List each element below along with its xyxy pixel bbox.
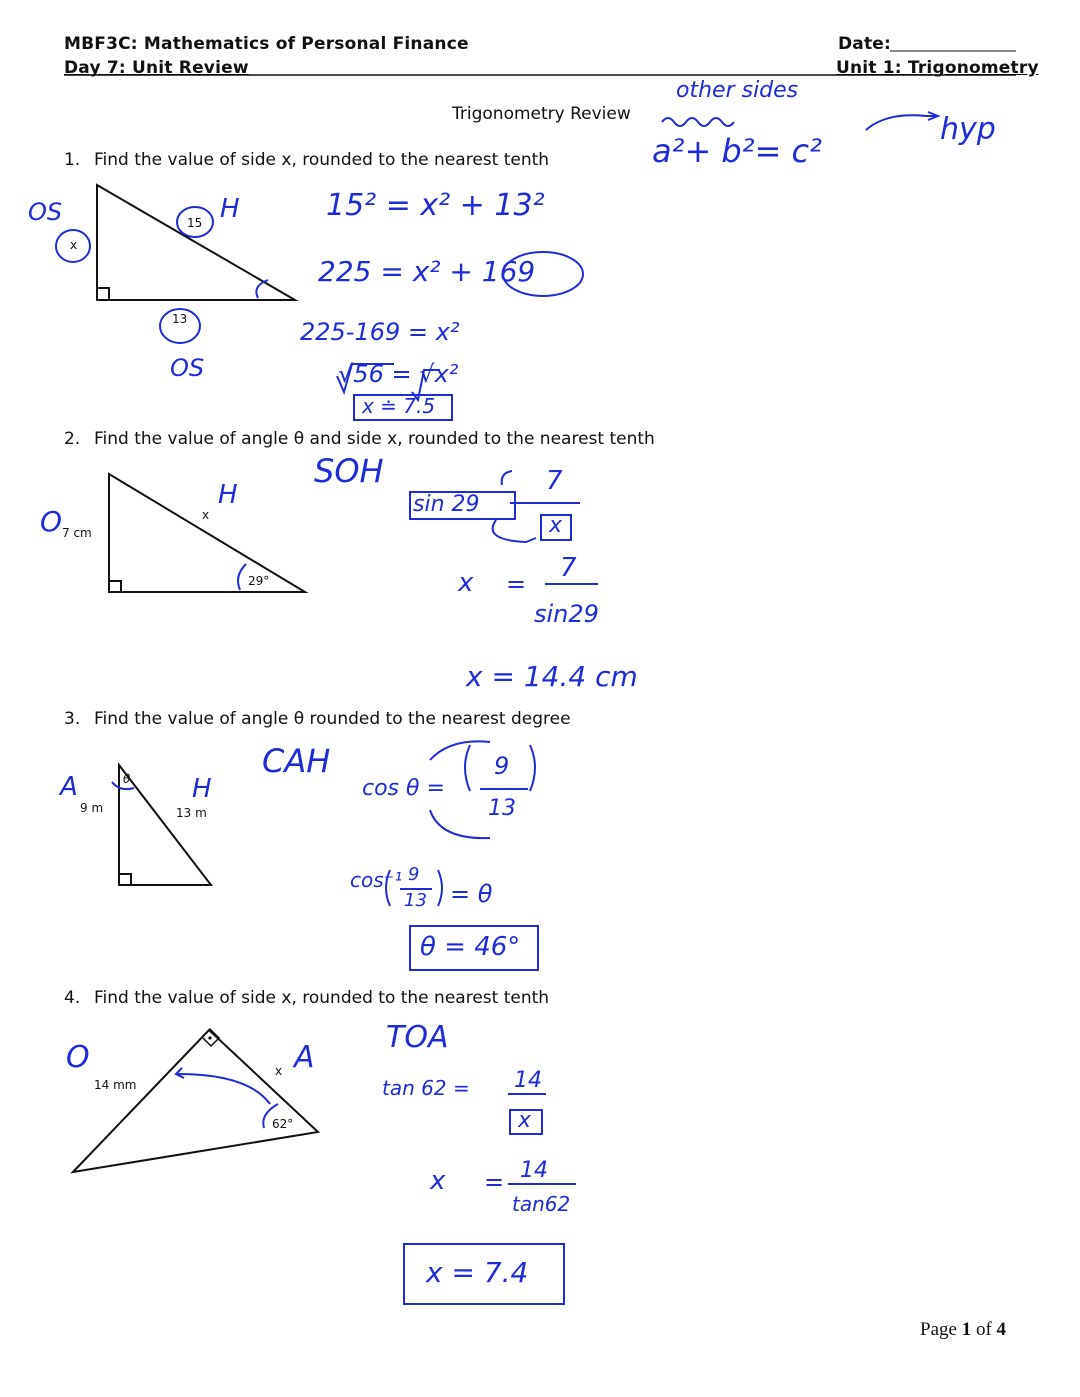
q3-hw-den: 13	[488, 796, 516, 821]
q2-arrow-2	[502, 471, 512, 485]
q3-paren-left	[465, 745, 470, 791]
q3-hw-answer: θ = 46°	[420, 932, 521, 962]
page-footer	[920, 1319, 1006, 1341]
q1-hw-line3: 225-169 = x²	[300, 318, 460, 346]
q2-hw-sin: sin 29	[413, 492, 480, 517]
page-of: of	[975, 1319, 992, 1340]
q1-label-base: 13	[172, 312, 188, 326]
q3-number: 3.	[64, 709, 81, 729]
q1-right-angle	[97, 288, 109, 300]
course-title: MBF3C: Mathematics of Personal Finance	[64, 34, 469, 54]
q3-label-adj: 9 m	[80, 801, 104, 815]
page-word: Page	[920, 1319, 957, 1340]
q2-right-angle	[109, 581, 121, 592]
handwriting-strokes	[56, 112, 938, 1304]
q1-hw-h: H	[220, 194, 240, 224]
q3-arrow-1	[430, 741, 490, 760]
q2-hw-num2: 7	[560, 553, 577, 583]
q2-hw-soh: SOH	[314, 452, 384, 490]
q2-label-x: x	[202, 508, 210, 522]
date-label: Date:	[838, 34, 892, 54]
q4-label-angle: 62°	[272, 1117, 294, 1131]
q1-triangle	[97, 185, 295, 300]
hw-hyp: hyp	[940, 112, 996, 147]
q3-hw-num: 9	[494, 752, 510, 780]
q3-right-angle	[119, 874, 131, 885]
q4-right-angle-dot	[208, 1036, 211, 1039]
q1-label-hyp: 15	[187, 216, 203, 230]
q2-hw-o: O	[40, 505, 63, 538]
q2-hw-x: x	[458, 568, 474, 598]
q4-hw-answer: x = 7.4	[426, 1256, 529, 1289]
q2-prompt: Find the value of angle θ and side x, rounded to the nearest tenth	[94, 429, 655, 449]
q2-number: 2.	[64, 429, 81, 449]
q4-number: 4.	[64, 988, 81, 1008]
q2-hw-eq: =	[506, 570, 527, 598]
q3-hw-inv: cos⁻¹	[350, 868, 403, 892]
q1-label-x: x	[70, 238, 78, 252]
page-number: 1	[961, 1319, 972, 1340]
q3-paren-right-2	[438, 870, 442, 906]
q3-hw-cah: CAH	[262, 742, 331, 780]
q4-triangle	[73, 1030, 318, 1172]
q1-hw-answer: x ≐ 7.5	[362, 394, 436, 418]
q2-angle-arc	[238, 564, 246, 590]
q3-hw-cos: cos θ =	[362, 776, 445, 801]
q1-prompt: Find the value of side x, rounded to the nearest tenth	[94, 150, 550, 170]
q1-number: 1.	[64, 150, 81, 170]
q2-hw-h: H	[218, 480, 238, 510]
q4-hw-den: x	[518, 1108, 532, 1133]
q4-label-x: x	[275, 1064, 283, 1078]
q2-hw-num: 7	[546, 466, 563, 496]
page-title: Trigonometry Review	[452, 104, 631, 124]
q3-hw-den2: 13	[404, 890, 427, 911]
hw-pythagoras-formula: a²+ b²= c²	[652, 132, 822, 170]
q3-label-hyp: 13 m	[176, 806, 207, 820]
q1-hw-os-1: OS	[28, 198, 63, 226]
hw-other-sides: other sides	[676, 78, 799, 103]
q4-arrowhead	[176, 1068, 184, 1078]
q3-label-theta: θ	[123, 772, 131, 786]
day-title: Day 7: Unit Review	[64, 58, 249, 78]
q1-hw-os-2: OS	[170, 354, 205, 382]
q3-hw-eq-theta: = θ	[450, 880, 493, 908]
q3-arrow-2	[430, 810, 490, 838]
unit-title: Unit 1: Trigonometry	[836, 58, 1039, 78]
q2-label-angle: 29°	[248, 574, 270, 588]
q2-hw-den2: sin29	[534, 600, 599, 628]
q3-hw-num2: 9	[408, 864, 420, 885]
q1-hw-line2: 225 = x² + 169	[318, 255, 536, 288]
q4-hw-eq: =	[484, 1168, 505, 1196]
q3-hw-a: A	[60, 772, 78, 802]
q2-triangle	[109, 474, 305, 592]
hyp-arrow	[866, 115, 936, 130]
other-sides-squiggle	[662, 118, 734, 126]
q3-paren-right	[530, 745, 535, 791]
q3-hw-h: H	[192, 774, 212, 804]
q4-hw-tan: tan 62 =	[382, 1076, 470, 1100]
q2-hw-den: x	[549, 513, 563, 538]
q4-label-side: 14 mm	[94, 1078, 137, 1092]
q4-hw-num2: 14	[520, 1158, 548, 1183]
q2-label-side: 7 cm	[62, 526, 92, 540]
q4-hw-x: x	[430, 1166, 446, 1196]
q4-hw-num: 14	[514, 1068, 542, 1093]
q1-hw-line1: 15² = x² + 13²	[326, 188, 545, 223]
q1-hw-line4: √56 = √x²	[338, 360, 459, 388]
q4-hw-o: O	[66, 1040, 90, 1075]
q2-hw-answer: x = 14.4 cm	[466, 660, 638, 693]
q4-arrow	[178, 1074, 270, 1104]
q2-arrow-1	[493, 520, 536, 542]
page-total: 4	[996, 1319, 1007, 1340]
q4-hw-toa: TOA	[386, 1020, 449, 1055]
q4-hw-den2: tan62	[512, 1192, 571, 1216]
q4-hw-a: A	[294, 1040, 315, 1075]
q4-prompt: Find the value of side x, rounded to the nearest tenth	[94, 988, 550, 1008]
q3-prompt: Find the value of angle θ rounded to the nearest degree	[94, 709, 571, 729]
